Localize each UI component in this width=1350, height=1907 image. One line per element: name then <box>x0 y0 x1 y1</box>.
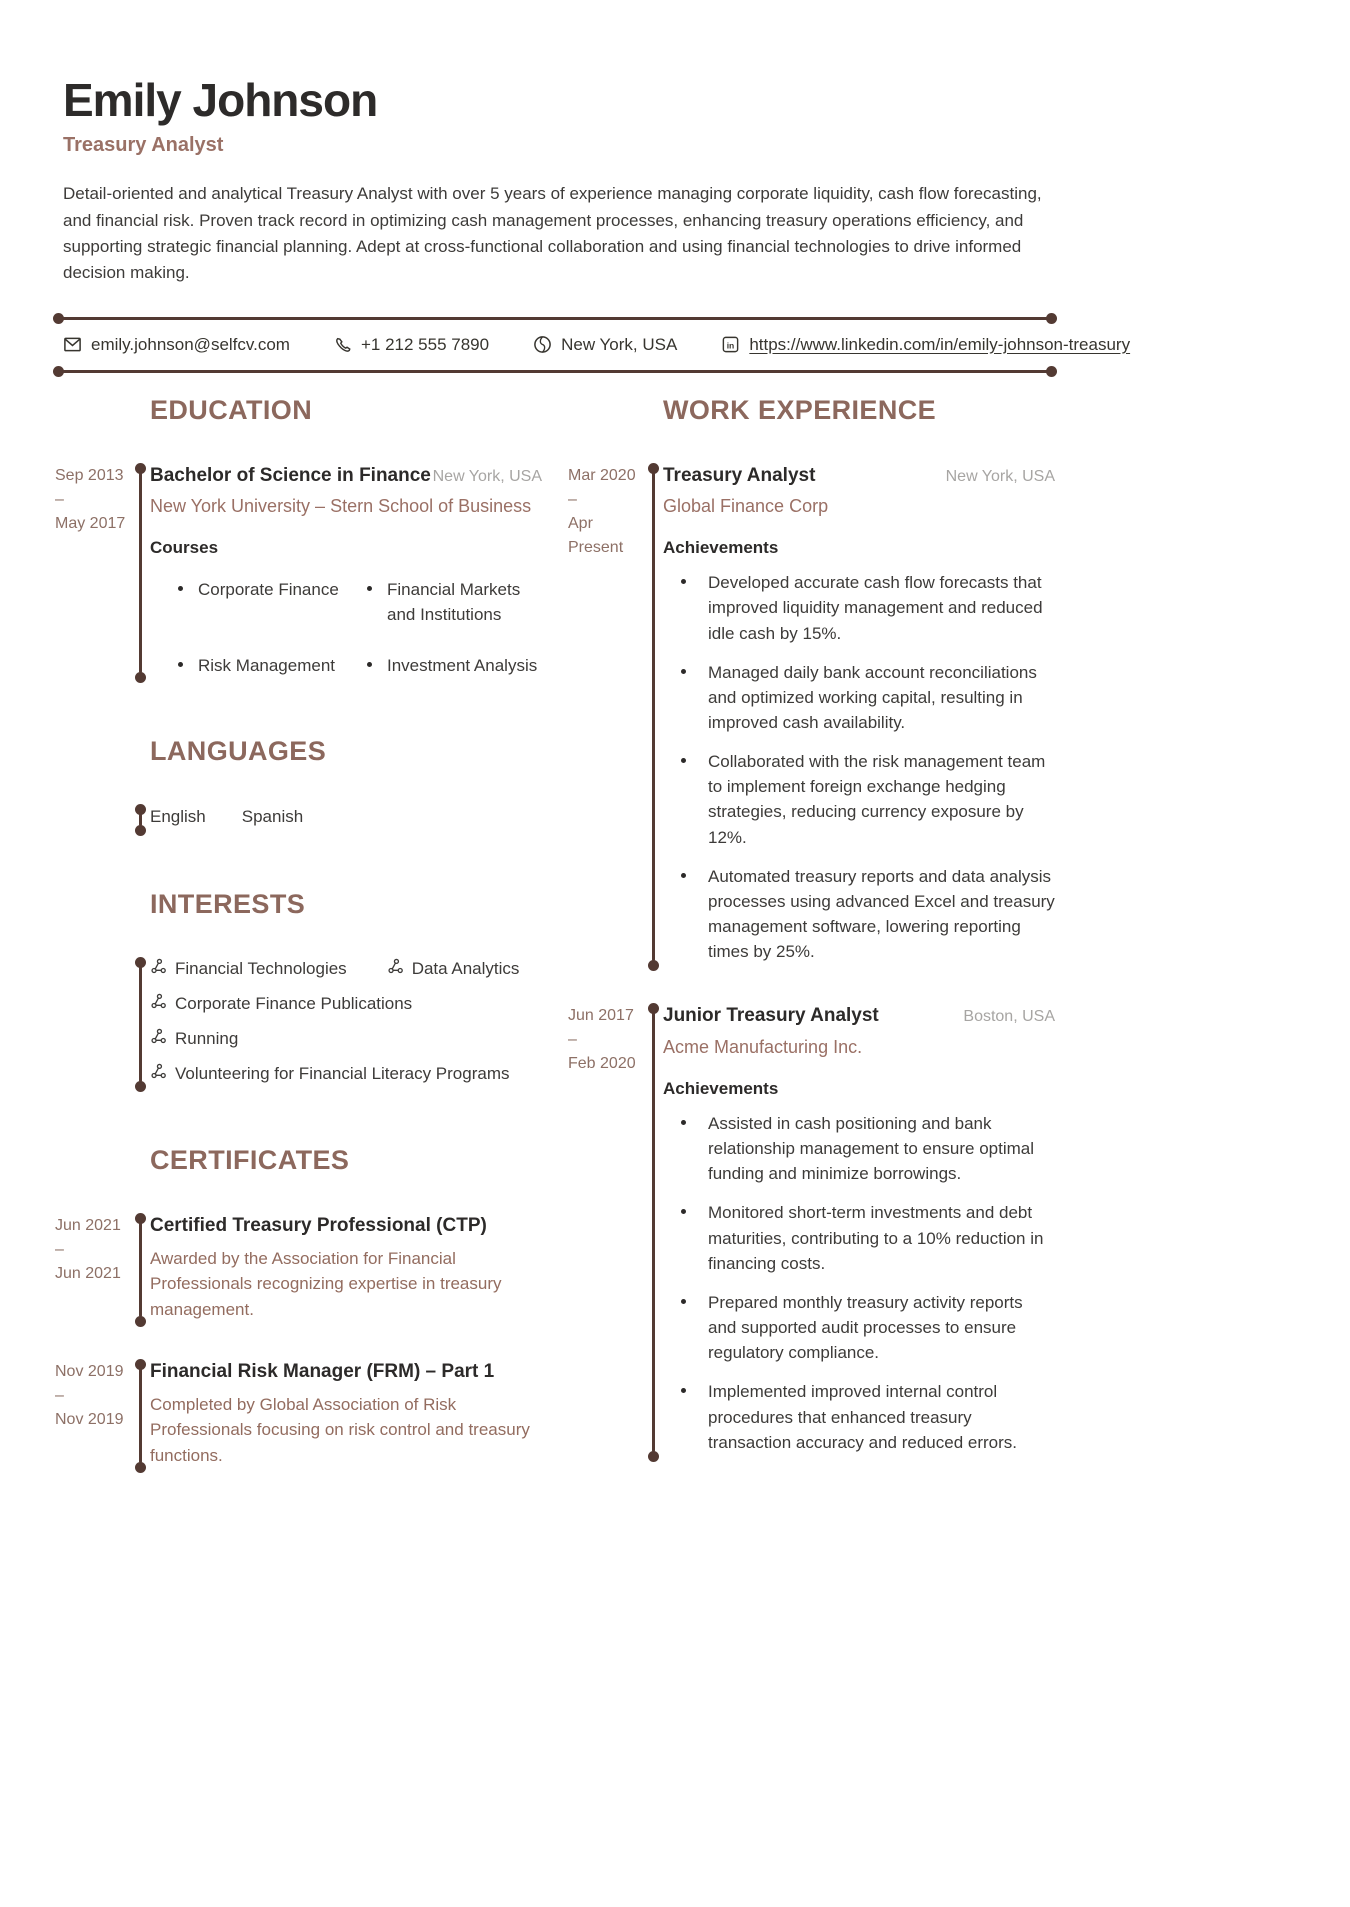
achievement-item: Assisted in cash positioning and bank relationship management to ensure optimal funding and minimize borrowings. <box>681 1111 1055 1186</box>
divider-dot <box>53 366 64 377</box>
bullet-icon <box>178 586 183 591</box>
divider-bottom <box>55 370 1055 373</box>
course-item: Risk Management <box>176 654 351 679</box>
bullet-icon <box>681 669 686 674</box>
degree-title: Bachelor of Science in Finance <box>150 464 431 486</box>
divider-dot <box>1046 366 1057 377</box>
work-location: Boston, USA <box>963 1008 1055 1026</box>
achievement-item: Automated treasury reports and data analysis processes using advanced Excel and treasury management software, lowering reporting times by 25%. <box>681 864 1055 965</box>
interest-nodes-icon <box>150 993 167 1015</box>
company-name: Acme Manufacturing Inc. <box>663 1036 863 1057</box>
section-work-experience <box>568 395 1055 1457</box>
interest-item: Financial Technologies <box>150 958 347 980</box>
bullet-icon <box>367 662 372 667</box>
candidate-job-title: Treasury Analyst <box>63 134 224 157</box>
bullet-icon <box>681 1120 686 1125</box>
certificates-heading: CERTIFICATES <box>150 1145 350 1176</box>
timeline-dot-bottom <box>648 960 659 971</box>
timeline <box>646 462 663 967</box>
timeline-dot-bottom <box>135 825 146 836</box>
timeline <box>133 1358 150 1468</box>
languages-list <box>150 803 542 831</box>
achievements-label: Achievements <box>663 1078 779 1098</box>
course-item: Corporate Finance <box>176 578 351 627</box>
interest-item: Volunteering for Financial Literacy Programs <box>150 1063 510 1085</box>
languages-heading: LANGUAGES <box>150 736 327 767</box>
achievement-item: Prepared monthly treasury activity reports and supported audit processes to ensure regulatory compliance. <box>681 1290 1055 1365</box>
achievement-item: Implemented improved internal control procedures that enhanced treasury transaction accuracy and reduced errors. <box>681 1379 1055 1454</box>
bullet-icon <box>681 758 686 763</box>
achievement-item: Collaborated with the risk management team to implement foreign exchange hedging strategies, reducing currency exposure by 12%. <box>681 749 1055 850</box>
svg-text:in: in <box>727 340 735 351</box>
work-dates <box>568 1002 646 1456</box>
achievements-list <box>663 570 1055 964</box>
date-end: Jun 2021 <box>55 1265 121 1283</box>
interest-item: Corporate Finance Publications <box>150 993 412 1015</box>
contact-email-text: emily.johnson@selfcv.com <box>91 334 290 354</box>
date-separator: – <box>55 1387 64 1405</box>
course-item: Investment Analysis <box>365 654 542 679</box>
date-end: Feb 2020 <box>568 1055 636 1073</box>
bullet-icon <box>681 1299 686 1304</box>
language-item: Spanish <box>241 807 304 827</box>
timeline-dot-bottom <box>135 1081 146 1092</box>
courses-label: Courses <box>150 538 219 558</box>
linkedin-link[interactable]: https://www.linkedin.com/in/emily-johnson-treasury <box>749 334 1131 354</box>
timeline-line <box>652 471 655 962</box>
certificate-entry <box>55 1358 542 1468</box>
interest-nodes-icon <box>150 1063 167 1085</box>
linkedin-icon <box>721 335 740 354</box>
section-languages <box>55 736 542 831</box>
work-entry <box>568 462 1055 967</box>
achievement-item: Monitored short-term investments and debt maturities, contributing to a 10% reduction in financing costs. <box>681 1200 1055 1275</box>
resume-header <box>63 76 1055 287</box>
timeline-line <box>139 1221 142 1317</box>
date-end: May 2017 <box>55 514 126 532</box>
timeline-line <box>139 471 142 673</box>
contact-band <box>55 317 1131 373</box>
education-entry <box>55 462 542 678</box>
interest-nodes-icon <box>150 1028 167 1050</box>
timeline <box>133 803 150 831</box>
contact-phone <box>334 335 489 355</box>
date-end: Apr <box>568 514 593 532</box>
date-separator: – <box>55 490 64 508</box>
section-education <box>55 395 542 678</box>
certificate-title: Certified Treasury Professional (CTP) <box>150 1215 487 1237</box>
interest-item: Running <box>150 1028 238 1050</box>
date-end: Nov 2019 <box>55 1411 124 1429</box>
courses-list <box>150 578 542 678</box>
date-start: Mar 2020 <box>568 466 636 484</box>
certificate-dates <box>55 1212 133 1322</box>
date-end: Present <box>568 538 624 556</box>
contact-location <box>533 335 677 355</box>
bullet-icon <box>367 586 372 591</box>
summary-text: Detail-oriented and analytical Treasury Analyst with over 5 years of experience managing corporate liquidity, cash flow forecasting, and financial risk. Proven track record in optimizing cash management processes, enhancing treasury operations efficiency, and supporting strategic financial planning. Adept at cross-functional collaboration and using financial technologies to drive informed decision making. <box>63 184 1042 283</box>
date-start: Jun 2021 <box>55 1217 121 1235</box>
interest-nodes-icon <box>387 958 404 980</box>
phone-icon <box>334 336 352 354</box>
timeline-dot-bottom <box>135 1462 146 1473</box>
certificate-title: Financial Risk Manager (FRM) – Part 1 <box>150 1361 495 1383</box>
bullet-icon <box>681 873 686 878</box>
timeline-dot-bottom <box>648 1451 659 1462</box>
bullet-icon <box>681 579 686 584</box>
date-start: Sep 2013 <box>55 466 124 484</box>
work-entry <box>568 1002 1055 1456</box>
timeline-line <box>139 965 142 1082</box>
contact-location-text: New York, USA <box>561 334 678 354</box>
interest-item: Data Analytics <box>387 958 520 980</box>
timeline-dot-bottom <box>135 1316 146 1327</box>
contact-phone-text: +1 212 555 7890 <box>360 334 490 354</box>
interests-list <box>150 956 542 1087</box>
language-item: English <box>150 807 206 827</box>
timeline <box>133 462 150 678</box>
timeline-line <box>652 1011 655 1451</box>
date-separator: – <box>55 1241 64 1259</box>
education-heading: EDUCATION <box>150 394 313 425</box>
date-separator: – <box>568 490 577 508</box>
course-item: Financial Markets and Institutions <box>365 578 542 627</box>
section-interests <box>55 889 542 1087</box>
timeline-dot-bottom <box>135 672 146 683</box>
bullet-icon <box>681 1209 686 1214</box>
languages-entry <box>55 803 542 831</box>
date-separator: – <box>568 1031 577 1049</box>
divider-dot <box>53 313 64 324</box>
achievements-label: Achievements <box>663 538 779 558</box>
certificate-description: Awarded by the Association for Financial Professionals recognizing expertise in treasury management. <box>150 1248 502 1319</box>
achievement-item: Developed accurate cash flow forecasts that improved liquidity management and reduced idle cash by 15%. <box>681 570 1055 645</box>
education-dates <box>55 462 133 678</box>
left-column <box>55 395 542 1469</box>
date-start: Jun 2017 <box>568 1007 634 1025</box>
certificate-dates <box>55 1358 133 1468</box>
position-title: Junior Treasury Analyst <box>663 1005 879 1027</box>
interests-heading: INTERESTS <box>150 889 306 920</box>
certificate-entry <box>55 1212 542 1322</box>
timeline <box>646 1002 663 1456</box>
company-name: Global Finance Corp <box>663 496 829 517</box>
contact-email <box>63 335 290 355</box>
candidate-name: Emily Johnson <box>63 74 378 126</box>
education-location: New York, USA <box>432 467 542 485</box>
location-globe-icon <box>533 335 552 354</box>
position-title: Treasury Analyst <box>663 464 816 486</box>
divider-top <box>55 317 1055 320</box>
school-name: New York University – Stern School of Business <box>150 496 532 517</box>
contact-row <box>55 320 1131 370</box>
email-icon <box>63 335 82 354</box>
achievements-list <box>663 1111 1055 1455</box>
work-dates <box>568 462 646 967</box>
section-certificates <box>55 1145 542 1468</box>
right-column <box>568 395 1055 1469</box>
interests-entry <box>55 956 542 1087</box>
achievement-item: Managed daily bank account reconciliations and optimized working capital, resulting in improved cash availability. <box>681 660 1055 735</box>
work-location: New York, USA <box>945 467 1055 485</box>
bullet-icon <box>178 662 183 667</box>
timeline <box>133 1212 150 1322</box>
work-experience-heading: WORK EXPERIENCE <box>663 394 937 425</box>
timeline <box>133 956 150 1087</box>
contact-linkedin <box>721 335 1130 355</box>
date-start: Nov 2019 <box>55 1363 124 1381</box>
interest-nodes-icon <box>150 958 167 980</box>
timeline-line <box>139 812 142 826</box>
certificate-description: Completed by Global Association of Risk Professionals focusing on risk control and treasury functions. <box>150 1394 530 1465</box>
divider-dot <box>1046 313 1057 324</box>
resume-page <box>55 0 1131 1468</box>
timeline-line <box>139 1367 142 1463</box>
bullet-icon <box>681 1388 686 1393</box>
